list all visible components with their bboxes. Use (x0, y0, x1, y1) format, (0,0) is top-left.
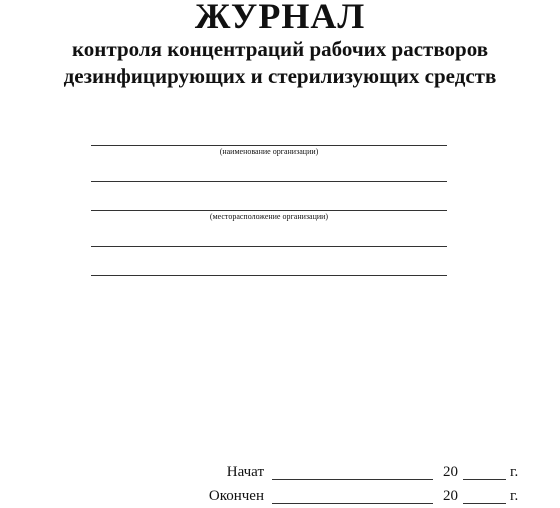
ended-label: Окончен (208, 488, 264, 504)
org-name-caption: (наименование организации) (219, 147, 319, 156)
journal-title: ЖУРНАЛ (194, 0, 366, 36)
org-name-blank-line (91, 145, 447, 146)
org-name-extra-blank-line (91, 181, 447, 182)
journal-subtitle-line-1: контроля концентраций рабочих растворов (71, 37, 489, 61)
started-year-prefix: 20 (443, 464, 458, 480)
org-location-caption: (месторасположение организации) (209, 212, 329, 221)
org-location-blank-line (91, 210, 447, 211)
journal-subtitle-line-2: дезинфицирующих и стерилизующих средств (63, 64, 497, 88)
started-year-blank (463, 479, 506, 480)
ended-year-prefix: 20 (443, 488, 458, 504)
started-year-suffix: г. (510, 464, 519, 480)
started-date-row (0, 462, 560, 484)
org-location-extra-blank-line-2 (91, 275, 447, 276)
started-label: Начат (226, 464, 264, 480)
ended-year-suffix: г. (510, 488, 519, 504)
started-date-blank (272, 479, 433, 480)
ended-date-row (0, 486, 560, 508)
org-location-extra-blank-line-1 (91, 246, 447, 247)
